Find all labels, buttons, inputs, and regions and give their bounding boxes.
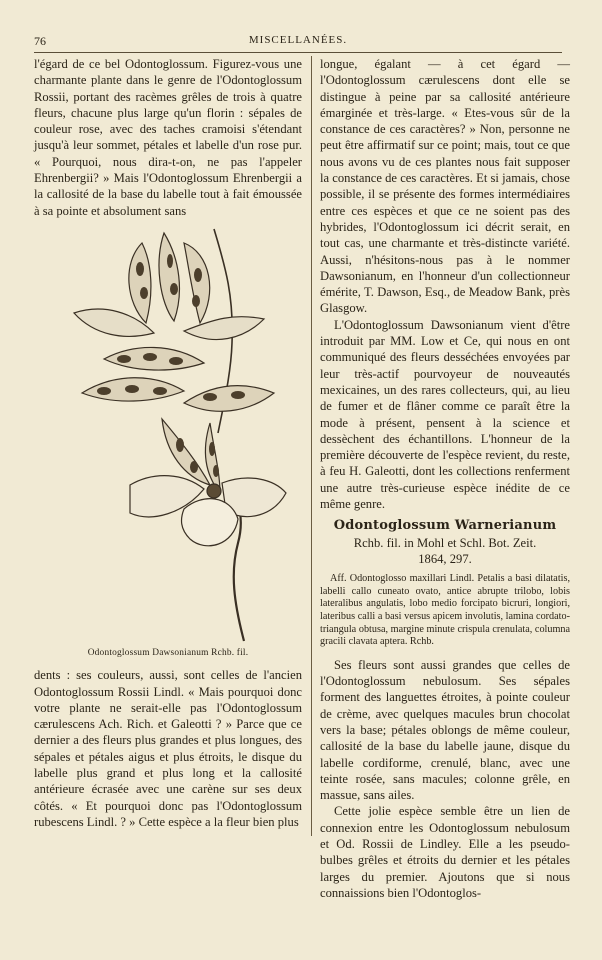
right-paragraph-4: Cette jolie espèce semble être un lien de connexion entre les Odontoglossum nebulosum et Od. Rossii de Lindley. Elle a les pseudo-bulbes grêles et étroits du dernier et les pétales larges du premier. Ajoutons que si nous connaissions bien l'Odontoglos- [320,804,570,900]
species-authority [320,535,570,568]
orchid-engraving [34,223,302,643]
left-paragraph-1: l'égard de ce bel Odontoglossum. Figurez-vous une charmante plante dans le genre de l'Odontoglossum Rossii, portant des racèmes grêles de trois à quatre fleurs, chacune plus large qu'un florin : sépales de couleur rose, avec des taches cramoisi s'étendant jusqu'à leur sommet, pétales et labelle d'un rose pur. « Pourquoi, nous dira-t-on, ne pas l'appeler Ehrenbergii? » Mais l'Odontoglossum Ehrenbergii a la callosité de la base du labelle tout à fait émoussée à sa pointe et absolument sans [34,57,302,218]
page-header [34,32,562,53]
page-number: 76 [34,34,46,48]
authority-line-1: Rchb. fil. in Mohl et Schl. Bot. Zeit. [353,535,537,550]
right-paragraph-3: Ses fleurs sont aussi grandes que celles de l'Odontoglossum nebulosum. Ses sépales forment des languettes étroites, à pointe couleur de crème, avec quelques macules brun chocolat vers la base; pétales oblongs de même couleur, callosité de la base du labelle jaune, disque du labelle cordiforme, crenulé, blanc, avec une teinte rosée, sans macules; colonne grêle, en massue, sans ailes. [320,657,570,803]
species-title: Odontoglossum Warnerianum [333,518,557,534]
right-column [320,56,570,901]
latin-diagnosis [320,573,570,649]
orchid-illustration [34,223,302,643]
figure-caption: Odontoglossum Dawsonianum Rchb. fil. [87,647,249,658]
left-paragraph-2: dents : ses couleurs, aussi, sont celles de l'ancien Odontoglossum Rossii Lindl. « Mais pourquoi donc votre plante ne serait-elle pas l'Odontoglossum cærulescens Ach. Rich. et Galeotti ? » Parce que ce dernier a des fleurs plus grandes et plus longues, des sépales et pétales aigus et plus étroits, le disque du labelle plus grand et plus long et la callosité antérieure écrasée avec une carène sur ses deux côtés. « Et pourquoi donc pas l'Odontoglossum rubescens Lindl. ? » Cette espèce a la fleur bien plus [34,668,302,829]
authority-line-2: 1864, 297. [418,551,472,566]
left-column [34,56,302,830]
right-paragraph-2: L'Odontoglossum Dawsonianum vient d'être introduit par MM. Low et Ce, qui nous en ont communiqué des fleurs desséchées envoyées par leur très-actif pourvoyeur de nouveautés mexicaines, un des rares collecteurs, qui, au lieu de fumer et de flâner comme ce paraît être la mode à présent, pensent à la science et dessèchent des échantillons. L'honneur de la première découverte de l'espèce revient, du reste, à feu H. Galeotti, dont les collections renferment une autre très-curieuse espèce inédite de ce même genre. [320,317,570,512]
right-paragraph-1: longue, égalant — à cet égard — l'Odontoglossum cærulescens dont elle se distingue à peine par sa callosité antérieure émarginée et très-large. « Etes-vous sûr de la constance de ces caractères? » Non, personne ne peut être affirmatif sur ce point; mais, tout ce que nous avons vu de ces plantes nous fait supposer la constance de ces caractères. Et si jamais, chose possible, il se présente des formes intermédiaires entre ces espèces et que ce ne soient pas des hybrides, l'Odontoglossum ici décrit serait, en tout cas, une charmante et très-distincte variété. Aussi, n'hésitons-nous pas à le nommer Dawsonianum, en l'honneur d'un collectionneur émérite, T. Dawson, Esq., de Meadow Bank, près Glasgow. [320,57,570,316]
latin-text: Aff. Odontoglosso maxillari Lindl. Petalis a basi dilatatis, labelli callo cuneato ovato, antice abrupte trilobo, lobis lateralibus angulatis, lobo medio forcipato bicruri, longiori, lateribus calli a basi versus apicem involutis, lamina cordato-triangula obtusa, margine minute crispula crenulata, columna gracili clavata aptera. Rchb. [320,573,570,648]
column-divider [311,56,312,836]
running-title: MISCELLANÉES. [248,34,348,46]
